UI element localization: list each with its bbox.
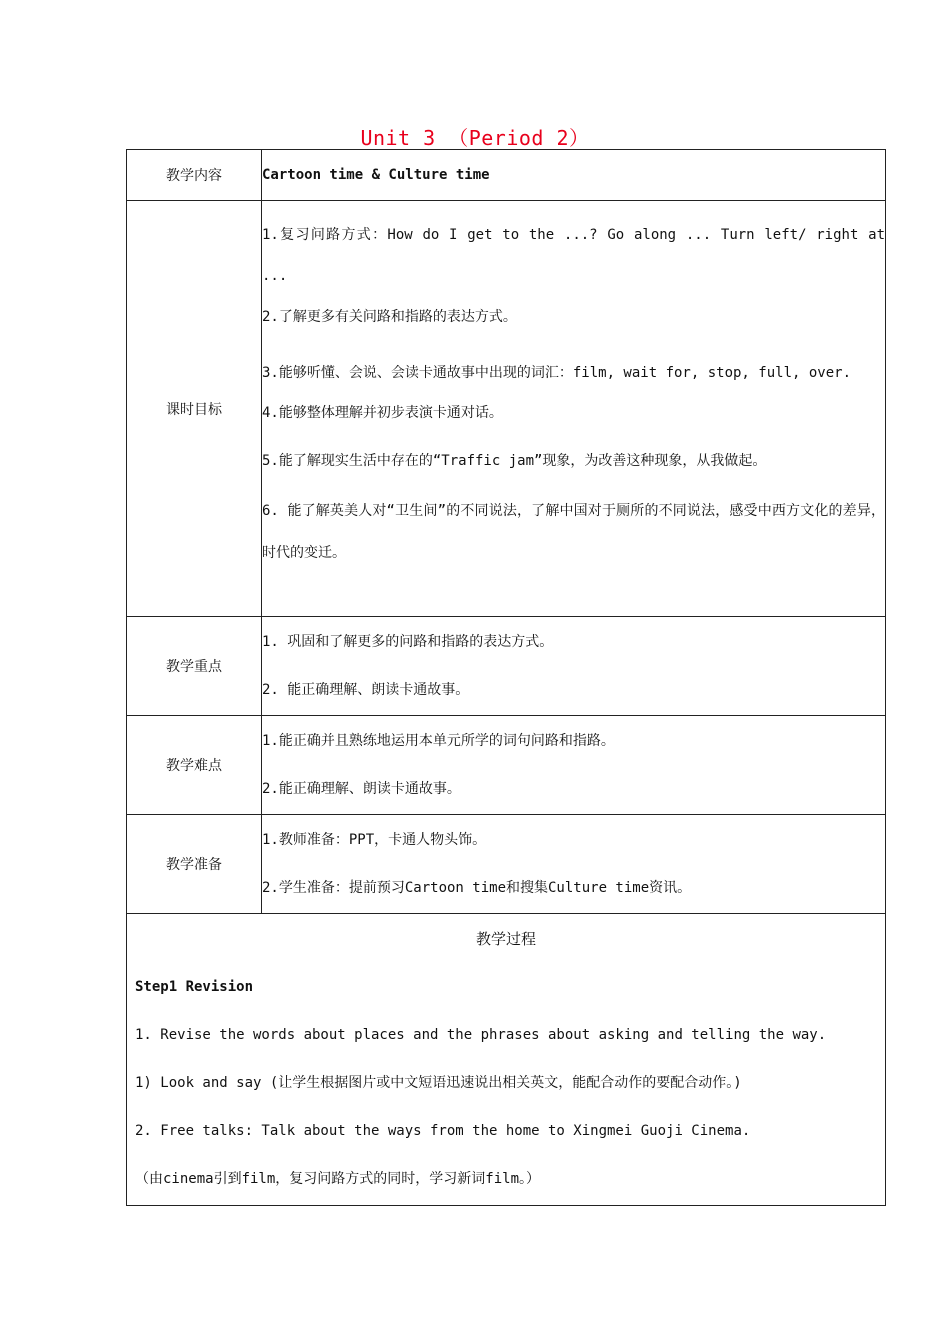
step-heading: Step1 Revision xyxy=(135,979,254,995)
key-point-1: 1. 巩固和了解更多的问路和指路的表达方式。 xyxy=(262,634,554,650)
row-preparation xyxy=(127,815,886,914)
objective-5: 5.能了解现实生活中存在的“Traffic jam”现象，为改善这种现象，从我做起。 xyxy=(262,453,767,469)
row-difficulties xyxy=(127,716,886,815)
row-process xyxy=(127,914,886,1206)
process-item-4: （由cinema引到film，复习问路方式的同时，学习新词film。） xyxy=(135,1171,541,1187)
objective-2: 2.了解更多有关问路和指路的表达方式。 xyxy=(262,309,517,325)
label-objectives: 课时目标 xyxy=(127,201,262,617)
process-item-3: 2. Free talks: Talk about the ways from the home to Xingmei Guoji Cinema. xyxy=(135,1123,751,1139)
objective-1: 1.复习问路方式：How do I get to the ...? Go along ... Turn left/ right at ... xyxy=(262,227,885,284)
row-teaching-content xyxy=(127,150,886,201)
label-preparation: 教学准备 xyxy=(127,815,262,914)
objective-4: 4.能够整体理解并初步表演卡通对话。 xyxy=(262,405,503,421)
objective-3: 3.能够听懂、会说、会读卡通故事中出现的词汇：film, wait for, stop, full, over. xyxy=(262,365,852,381)
label-teaching-content: 教学内容 xyxy=(127,150,262,201)
row-objectives xyxy=(127,201,886,617)
label-difficulties: 教学难点 xyxy=(127,716,262,815)
page-title: Unit 3 （Period 2） xyxy=(360,126,590,150)
difficulty-1: 1.能正确并且熟练地运用本单元所学的词句问路和指路。 xyxy=(262,733,615,749)
lesson-plan-table xyxy=(126,149,886,1206)
label-key-points: 教学重点 xyxy=(127,617,262,716)
key-point-2: 2. 能正确理解、朗读卡通故事。 xyxy=(262,682,470,698)
row-key-points xyxy=(127,617,886,716)
preparation-2: 2.学生准备：提前预习Cartoon time和搜集Culture time资讯。 xyxy=(262,880,692,896)
teaching-content-text: Cartoon time & Culture time xyxy=(262,167,490,183)
process-item-1: 1. Revise the words about places and the phrases about asking and telling the way. xyxy=(135,1027,827,1043)
preparation-1: 1.教师准备：PPT，卡通人物头饰。 xyxy=(262,832,487,848)
process-item-2: 1) Look and say (让学生根据图片或中文短语迅速说出相关英文，能配合动作的要配合动作。) xyxy=(135,1075,742,1091)
objective-6: 6. 能了解英美人对“卫生间”的不同说法，了解中国对于厕所的不同说法，感受中西方文化的差异，时代的变迁。 xyxy=(262,503,885,561)
difficulty-2: 2.能正确理解、朗读卡通故事。 xyxy=(262,781,461,797)
process-heading: 教学过程 xyxy=(475,930,536,948)
